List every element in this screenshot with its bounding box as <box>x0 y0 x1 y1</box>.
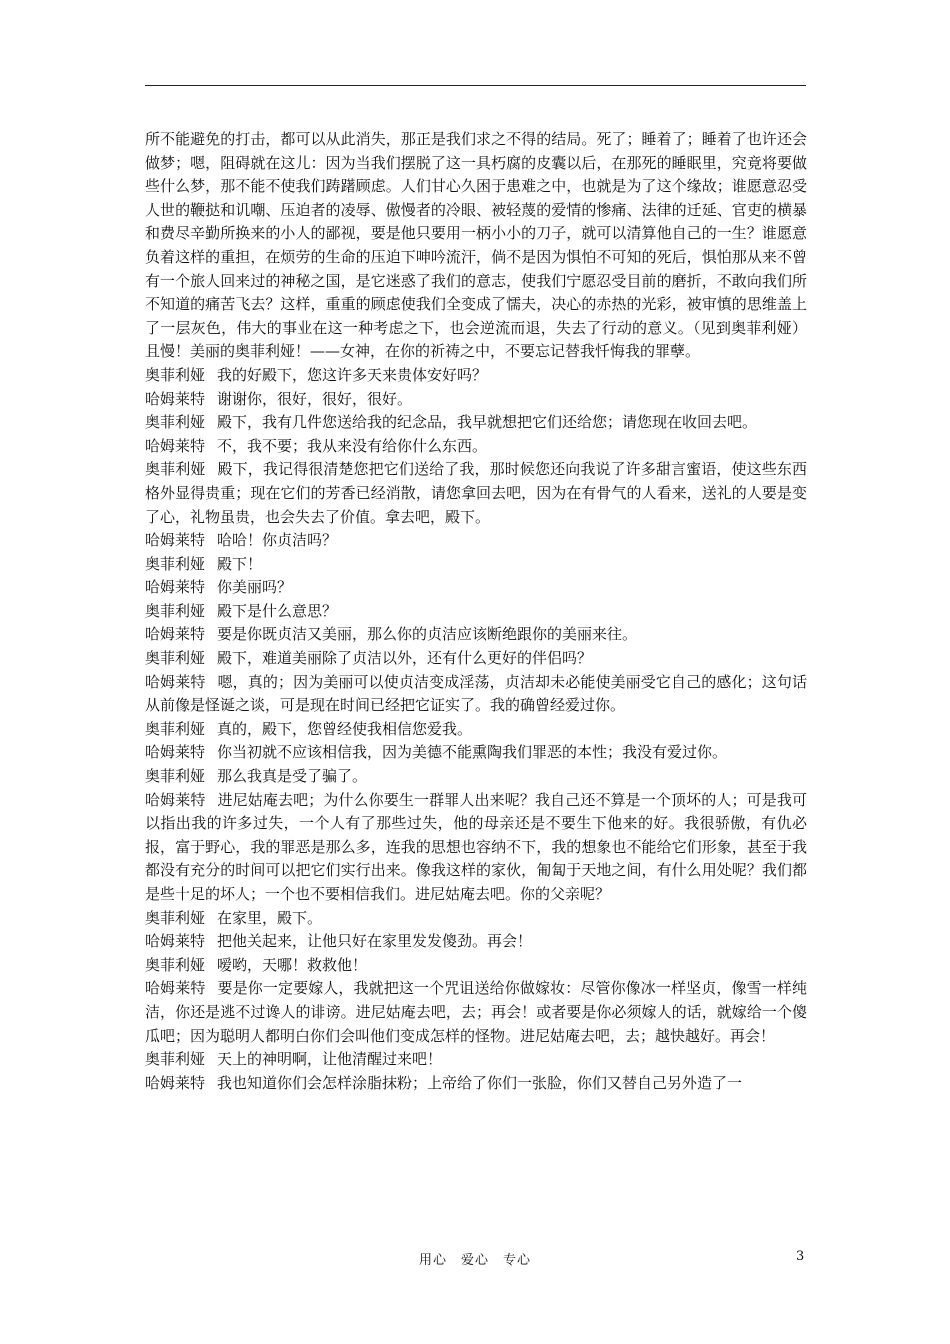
paragraph <box>145 977 807 1048</box>
header-rule <box>145 85 806 86</box>
paragraph <box>145 647 807 671</box>
paragraph <box>145 600 807 624</box>
paragraph-text: 所不能避免的打击，都可以从此消失，那正是我们求之不得的结局。死了；睡着了；睡着了也许还会做梦；嗯，阻碍就在这儿：因为当我们摆脱了这一具朽腐的皮囊以后，在那死的睡眠里，究竟将要做些什么梦，那不能不使我们踌躇顾虑。人们甘心久困于患难之中，也就是为了这个缘故；谁愿意忍受人世的鞭挞和讥嘲、压迫者的凌辱、傲慢者的冷眼、被轻蔑的爱情的惨痛、法律的迁延、官吏的横暴和费尽辛勤所换来的小人的鄙视，要是他只要用一柄小小的刀子，就可以清算他自己的一生？谁愿意负着这样的重担，在烦劳的生命的压迫下呻吟流汗，倘不是因为惧怕不可知的死后，惧怕那从来不曾有一个旅人回来过的神秘之国，是它迷惑了我们的意志，使我们宁愿忍受目前的磨折，不敢向我们所不知道的痛苦飞去？这样，重重的顾虑使我们全变成了懦夫，决心的赤热的光彩，被审慎的思维盖上了一层灰色，伟大的事业在这一种考虑之下，也会逆流而退，失去了行动的意义。（见到奥菲利娅）且慢！美丽的奥菲利娅！——女神，在你的祈祷之中，不要忘记替我忏悔我的罪孽。 <box>145 130 807 361</box>
speaker-name: 奥菲利娅 <box>145 767 206 786</box>
speaker-name: 奥菲利娅 <box>145 1050 206 1069</box>
paragraph-text: 殿下！ <box>217 554 263 573</box>
paragraph-text: 我的好殿下，您这许多天来贵体安好吗？ <box>217 365 488 384</box>
speaker-name: 哈姆莱特 <box>145 625 206 644</box>
paragraph <box>145 907 807 931</box>
paragraph-text: 真的，殿下，您曾经使我相信您爱我。 <box>217 719 473 738</box>
paragraph <box>145 364 807 388</box>
speaker-name: 奥菲利娅 <box>145 601 206 620</box>
paragraph-text: 天上的神明啊，让他清醒过来吧！ <box>217 1050 443 1069</box>
speaker-name: 奥菲利娅 <box>145 649 206 668</box>
paragraph-text: 在家里，殿下。 <box>217 908 323 927</box>
paragraph-text: 殿下，难道美丽除了贞洁以外，还有什么更好的伴侣吗？ <box>217 649 593 668</box>
speaker-name: 哈姆莱特 <box>145 436 206 455</box>
paragraph <box>145 435 807 459</box>
paragraph <box>145 458 807 529</box>
paragraph-text: 殿下，我有几件您送给我的纪念品，我早就想把它们还给您；请您现在收回去吧。 <box>217 413 758 432</box>
paragraph <box>145 1072 807 1096</box>
paragraph-text: 那么我真是受了骗了。 <box>217 767 368 786</box>
paragraph-text: 进尼姑庵去吧；为什么你要生一群罪人出来呢？我自己还不算是一个顶坏的人；可是我可以指出我的许多过失，一个人有了那些过失，他的母亲还是不要生下他来的好。我很骄傲，有仇必报，富于野心，我的罪恶是那么多，连我的思想也容纳不下，我的想象也不能给它们形象，甚至于我都没有充分的时间可以把它们实行出来。像我这样的家伙，匍匐于天地之间，有什么用处呢？我们都是些十足的坏人；一个也不要相信我们。进尼姑庵去吧。你的父亲呢？ <box>145 790 807 903</box>
paragraph-text: 不，我不要；我从来没有给你什么东西。 <box>217 436 488 455</box>
paragraph <box>145 623 807 647</box>
footer-motto: 用心 爱心 专心 <box>418 1253 531 1268</box>
paragraph <box>145 576 807 600</box>
paragraph <box>145 930 807 954</box>
paragraph-text: 要是你既贞洁又美丽，那么你的贞洁应该断绝跟你的美丽来往。 <box>217 625 638 644</box>
paragraph <box>145 741 807 765</box>
paragraph <box>145 765 807 789</box>
paragraph-text: 嗯，真的；因为美丽可以使贞洁变成淫荡，贞洁却未必能使美丽受它自己的感化；这句话从前像是怪诞之谈，可是现在时间已经把它证实了。我的确曾经爱过你。 <box>145 672 807 715</box>
paragraph <box>145 718 807 742</box>
speaker-name: 奥菲利娅 <box>145 365 206 384</box>
speaker-name: 哈姆莱特 <box>145 389 206 408</box>
paragraph-text: 哈哈！你贞洁吗？ <box>217 531 338 550</box>
paragraph <box>145 1048 807 1072</box>
paragraph-text: 把他关起来，让他只好在家里发发傻劲。再会！ <box>217 932 533 951</box>
speaker-name: 哈姆莱特 <box>145 790 206 809</box>
paragraph <box>145 954 807 978</box>
paragraph <box>145 553 807 577</box>
speaker-name: 哈姆莱特 <box>145 743 206 762</box>
speaker-name: 哈姆莱特 <box>145 979 206 998</box>
paragraph-text: 要是你一定要嫁人，我就把这一个咒诅送给你做嫁妆：尽管你像冰一样坚贞，像雪一样纯洁，你还是逃不过谗人的诽谤。进尼姑庵去吧，去；再会！或者要是你必须嫁人的话，就嫁给一个傻瓜吧；因为聪明人都明白你们会叫他们变成怎样的怪物。进尼姑庵去吧，去；越快越好。再会！ <box>145 979 807 1045</box>
paragraph-text: 殿下，我记得很清楚您把它们送给了我，那时候您还向我说了许多甜言蜜语，使这些东西格外显得贵重；现在它们的芳香已经消散，请您拿回去吧，因为在有骨气的人看来，送礼的人要是变了心，礼物虽贵，也会失去了价值。拿去吧，殿下。 <box>145 460 807 526</box>
speaker-name: 哈姆莱特 <box>145 932 206 951</box>
speaker-name: 哈姆莱特 <box>145 1073 206 1092</box>
paragraph-text: 我也知道你们会怎样涂脂抹粉；上帝给了你们一张脸，你们又替自己另外造了一 <box>217 1073 743 1092</box>
paragraph-text: 嗳哟，天哪！救救他！ <box>217 955 368 974</box>
speaker-name: 奥菲利娅 <box>145 460 206 479</box>
speaker-name: 奥菲利娅 <box>145 908 206 927</box>
page-number: 3 <box>796 1249 805 1264</box>
document-body <box>145 128 807 1095</box>
paragraph <box>145 388 807 412</box>
speaker-name: 奥菲利娅 <box>145 554 206 573</box>
paragraph <box>145 128 807 364</box>
speaker-name: 奥菲利娅 <box>145 955 206 974</box>
paragraph-text: 殿下是什么意思？ <box>217 601 338 620</box>
speaker-name: 奥菲利娅 <box>145 719 206 738</box>
paragraph-text: 谢谢你，很好，很好，很好。 <box>217 389 413 408</box>
speaker-name: 哈姆莱特 <box>145 531 206 550</box>
speaker-name: 哈姆莱特 <box>145 672 206 691</box>
speaker-name: 哈姆莱特 <box>145 578 206 597</box>
paragraph <box>145 671 807 718</box>
paragraph <box>145 411 807 435</box>
paragraph <box>145 789 807 907</box>
paragraph-text: 你美丽吗？ <box>217 578 293 597</box>
speaker-name: 奥菲利娅 <box>145 413 206 432</box>
paragraph <box>145 529 807 553</box>
paragraph-text: 你当初就不应该相信我，因为美德不能熏陶我们罪恶的本性；我没有爱过你。 <box>217 743 728 762</box>
